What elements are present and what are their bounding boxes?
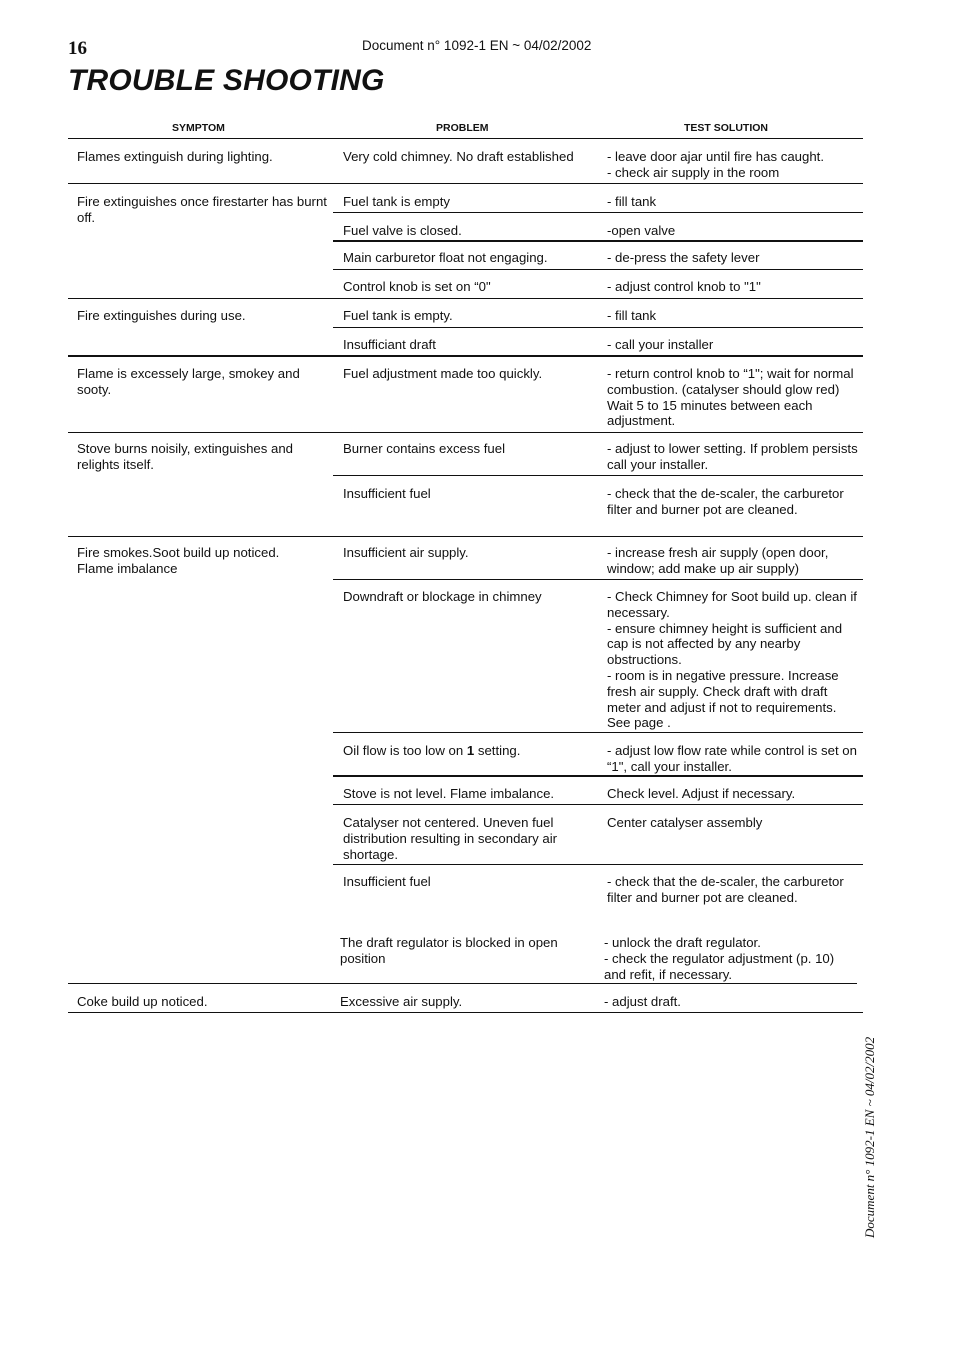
problem-cell: Fuel valve is closed. [343,223,462,238]
table-bottom-rule [68,1012,863,1013]
solution-cell: - increase fresh air supply (open door, window; add make up air supply) [607,545,829,576]
solution-cell: - adjust control knob to "1" [607,279,761,294]
solution-cell: - adjust draft. [604,994,681,1009]
row-divider [333,475,863,476]
problem-text: Oil flow is too low on [343,743,467,758]
solution-cell: - leave door ajar until fire has caught. - check air supply in the room [607,149,824,180]
row-divider [333,269,863,270]
document-header: Document n° 1092-1 EN ~ 04/02/2002 [362,38,592,53]
symptom-cell: Flame is excessely large, smokey and sooty. [77,366,300,397]
problem-cell [343,743,599,759]
symptom-cell: Fire extinguishes during use. [77,308,246,323]
solution-cell: - unlock the draft regulator. - check the regulator adjustment (p. 10) and refit, if necessary. [604,935,835,982]
row-divider [333,775,863,777]
symptom-cell: Flames extinguish during lighting. [77,149,273,164]
solution-cell: - adjust low flow rate while control is set on “1", call your installer. [607,743,857,774]
problem-cell: Main carburetor float not engaging. [343,250,548,265]
problem-cell: Fuel tank is empty. [343,308,453,323]
row-divider [333,212,863,213]
problem-cell: Stove is not level. Flame imbalance. [343,786,555,801]
problem-cell: Fuel tank is empty [343,194,451,209]
header-divider [68,138,863,139]
problem-cell: Burner contains excess fuel [343,441,505,456]
problem-cell: Catalyser not centered. Uneven fuel distribution resulting in secondary air shortage. [343,815,558,862]
solution-cell: - Check Chimney for Soot build up. clean if necessary. - ensure chimney height is sufficient and cap is not affected by any nearby obstructions. - room is in negative pressure. Increase fresh air supply. Check draft with draft meter and adjust if not to requirements. See page . [607,589,857,731]
problem-cell: Very cold chimney. No draft established [343,149,574,164]
solution-cell: - check that the de-scaler, the carburetor filter and burner pot are cleaned. [607,874,844,905]
symptom-divider [68,355,863,357]
row-divider [333,327,863,328]
row-divider [333,240,863,242]
setting-number: 1 [466,743,475,758]
solution-cell: - fill tank [607,194,657,209]
symptom-cell: Coke build up noticed. [77,994,208,1009]
symptom-cell: Fire extinguishes once firestarter has burnt off. [77,194,327,225]
solution-cell: - check that the de-scaler, the carburetor filter and burner pot are cleaned. [607,486,844,517]
row-divider [333,864,863,865]
page-number: 16 [68,38,87,59]
symptom-cell: Stove burns noisily, extinguishes and relights itself. [77,441,294,472]
column-header-symptom: SYMPTOM [172,122,225,134]
problem-text: setting. [474,743,521,758]
problem-cell: Excessive air supply. [340,994,463,1009]
problem-cell: Insufficient air supply. [343,545,469,560]
symptom-divider [68,183,863,184]
problem-cell: Insufficient fuel [343,486,431,501]
solution-cell: - de-press the safety lever [607,250,760,265]
symptom-divider [68,536,863,537]
solution-cell: - fill tank [607,308,657,323]
symptom-divider [68,432,863,433]
row-divider [333,804,863,805]
row-divider [333,732,863,733]
solution-cell: -open valve [607,223,676,238]
solution-cell: - adjust to lower setting. If problem persists call your installer. [607,441,858,472]
problem-cell: Insufficient fuel [343,874,431,889]
rotated-document-reference: Document n° 1092-1 EN ~ 04/02/2002 [862,1036,877,1238]
symptom-divider [68,298,863,299]
problem-cell: Insufficiant draft [343,337,436,352]
row-divider [333,579,863,580]
problem-cell: Fuel adjustment made too quickly. [343,366,543,381]
solution-cell: - return control knob to “1"; wait for normal combustion. (catalyser should glow red) Wait 5 to 15 minutes between each adjustment. [607,366,854,429]
column-header-solution: TEST SOLUTION [684,122,768,134]
symptom-divider [68,983,857,984]
problem-cell: Downdraft or blockage in chimney [343,589,542,604]
symptom-cell: Fire smokes.Soot build up noticed. Flame imbalance [77,545,280,576]
page-title: TROUBLE SHOOTING [68,64,385,97]
solution-cell: - call your installer [607,337,714,352]
problem-cell: The draft regulator is blocked in open position [340,935,558,966]
column-header-problem: PROBLEM [436,122,489,134]
solution-cell: Check level. Adjust if necessary. [607,786,796,801]
problem-cell: Control knob is set on “0" [343,279,491,294]
solution-cell: Center catalyser assembly [607,815,763,830]
